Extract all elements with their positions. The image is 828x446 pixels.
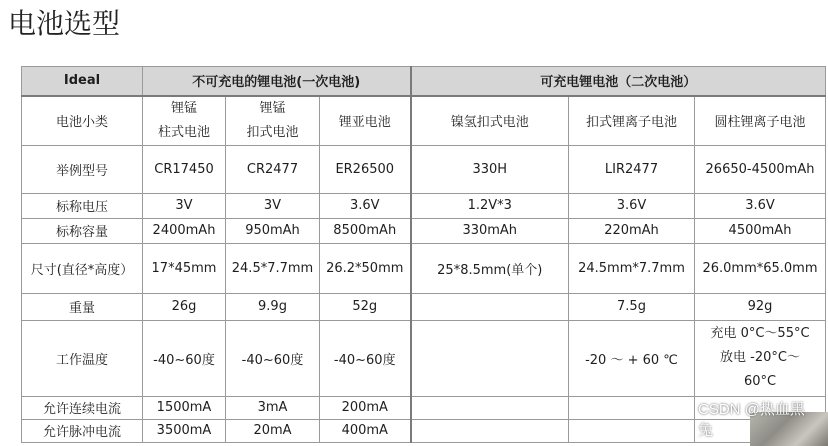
table-cell: 8500mAh (320, 218, 411, 243)
row-label: 标称电压 (22, 193, 143, 218)
cell-line: 扣式电池 (246, 124, 299, 140)
table-cell: 1.2V*3 (411, 193, 569, 218)
table-cell: 52g (320, 293, 411, 320)
table-cell: 3.6V (569, 193, 695, 218)
table-cell: 3V (226, 193, 320, 218)
table-cell: LIR2477 (569, 145, 695, 193)
table-cell: 24.5*7.7mm (226, 243, 320, 293)
table-cell: 圆柱锂离子电池 (695, 96, 826, 146)
row-label: 尺寸(直径*高度） (22, 243, 143, 293)
page-title: 电池选型 (8, 7, 121, 40)
header-group-primary: 不可充电的锂电池(一次电池) (143, 67, 411, 96)
table-cell: ER26500 (320, 145, 411, 193)
table-cell: 3.6V (320, 193, 411, 218)
table-row-subtype (22, 96, 826, 146)
table-cell (411, 396, 569, 419)
table-cell: 26650-4500mAh (695, 145, 826, 193)
table-cell (411, 293, 569, 320)
table-cell: 3.6V (695, 193, 826, 218)
row-label: 允许连续电流 (22, 396, 143, 419)
table-cell: 330mAh (411, 218, 569, 243)
table-cell (569, 396, 695, 419)
row-label: 工作温度 (22, 320, 143, 396)
table-cell: 镍氢扣式电池 (411, 96, 569, 146)
table-cell: 950mAh (226, 218, 320, 243)
table-cell: 330H (411, 145, 569, 193)
table-cell: -20 ～ + 60 ℃ (569, 320, 695, 396)
table-cell: 20mA (226, 419, 320, 442)
table-row-temperature (22, 320, 826, 396)
table-cell: 1500mA (143, 396, 226, 419)
table-cell: 26g (143, 293, 226, 320)
table-cell: 3V (143, 193, 226, 218)
watermark (698, 401, 828, 446)
table-cell: 9.9g (226, 293, 320, 320)
table-cell (143, 96, 226, 146)
table-cell: 4500mAh (695, 218, 826, 243)
cell-line: 柱式电池 (157, 124, 210, 140)
battery-selection-table (21, 66, 826, 443)
table-cell: -40~60度 (320, 320, 411, 396)
table-row-size (22, 243, 826, 293)
row-label: 电池小类 (22, 96, 143, 146)
cell-line: 充电 0°C～55°C (710, 326, 810, 341)
table-cell: 200mA (320, 396, 411, 419)
table-cell: 26.2*50mm (320, 243, 411, 293)
row-label: 标称容量 (22, 218, 143, 243)
table-row-capacity (22, 218, 826, 243)
cell-line: 锂锰 (170, 100, 197, 116)
header-row (22, 67, 826, 96)
table-cell (411, 419, 569, 442)
table-row-model (22, 145, 826, 193)
cell-line: 60°C (743, 374, 777, 389)
table-cell: 锂亚电池 (320, 96, 411, 146)
header-group-secondary: 可充电锂电池（二次电池） (411, 67, 826, 96)
table-cell: 扣式锂离子电池 (569, 96, 695, 146)
table-cell: 2400mAh (143, 218, 226, 243)
table-cell (695, 320, 826, 396)
cell-line: 锂锰 (259, 100, 286, 116)
table-cell: 92g (695, 293, 826, 320)
table-cell: 400mA (320, 419, 411, 442)
table-cell: 24.5mm*7.7mm (569, 243, 695, 293)
table-cell: -40~60度 (143, 320, 226, 396)
table-cell: 220mAh (569, 218, 695, 243)
table-cell: CR17450 (143, 145, 226, 193)
table-cell (569, 419, 695, 442)
row-label: 举例型号 (22, 145, 143, 193)
table-row-voltage (22, 193, 826, 218)
table-cell: 26.0mm*65.0mm (695, 243, 826, 293)
table-cell (411, 320, 569, 396)
table-cell: 7.5g (569, 293, 695, 320)
row-label: 允许脉冲电流 (22, 419, 143, 442)
cell-line: 放电 -20°C～ (720, 350, 800, 365)
table-row-weight (22, 293, 826, 320)
row-label: 重量 (22, 293, 143, 320)
table-cell: 25*8.5mm(单个) (411, 243, 569, 293)
table-cell (226, 96, 320, 146)
watermark-text: CSDN @热血黑兔 (698, 401, 805, 439)
table-cell: 3mA (226, 396, 320, 419)
header-corner: Ideal (22, 67, 143, 96)
table-cell: CR2477 (226, 145, 320, 193)
table-cell: 17*45mm (143, 243, 226, 293)
table-cell: 3500mA (143, 419, 226, 442)
table-cell: -40~60度 (226, 320, 320, 396)
